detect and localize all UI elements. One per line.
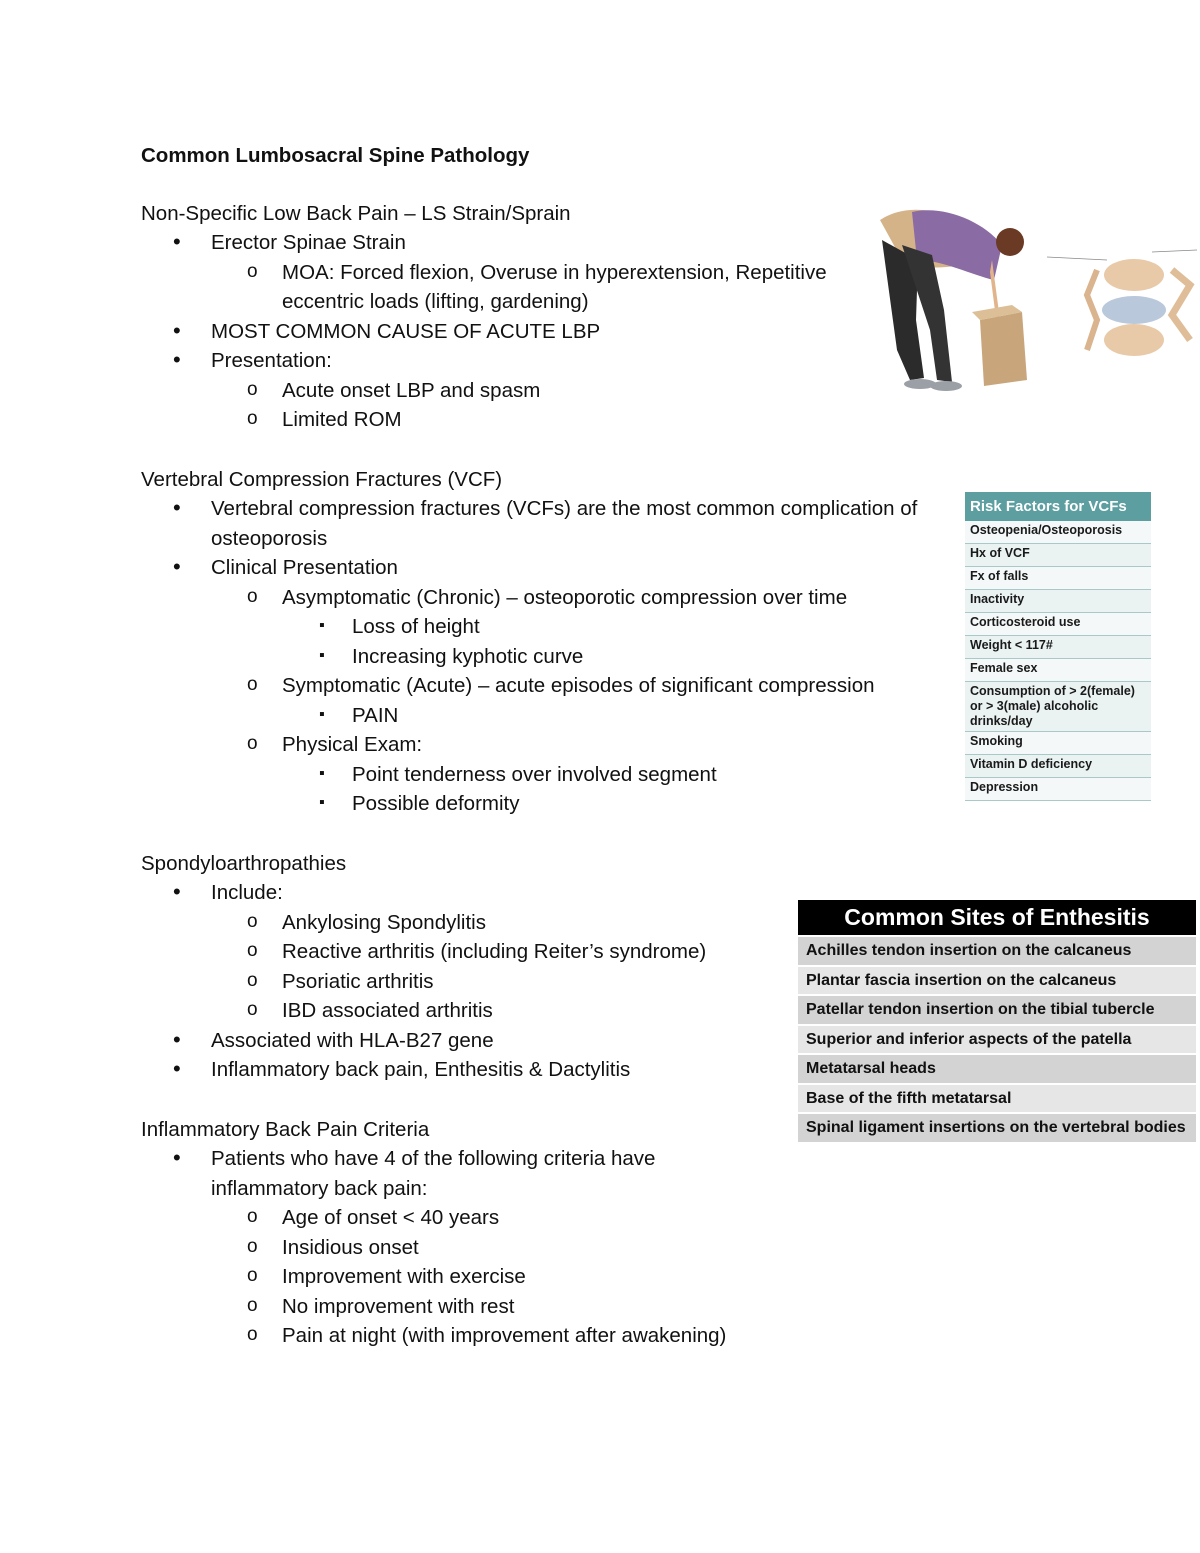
list-item: o Age of onset < 40 years: [141, 1203, 841, 1233]
list-item: o Acute onset LBP and spasm: [141, 376, 941, 406]
table-row: Metatarsal heads: [798, 1053, 1196, 1083]
list-item: • MOST COMMON CAUSE OF ACUTE LBP: [141, 317, 941, 347]
list-item: • Vertebral compression fractures (VCFs) are the most common complication of osteoporosis: [141, 494, 926, 553]
list-item: o MOA: Forced flexion, Overuse in hyperextension, Repetitive eccentric loads (lifting, gardening): [141, 258, 852, 317]
list-item: • Clinical Presentation o Asymptomatic (Chronic) – osteoporotic compression over time ▪ Loss of height ▪ Increasing kyphotic curve o Symptomatic (Acute) – acute episodes of significant compression ▪ PAIN o Physical Exam: ▪ Point tenderness over involved segment ▪ Possible deformity: [141, 553, 941, 819]
table-row: Smoking: [965, 732, 1151, 755]
table-row: Patellar tendon insertion on the tibial tubercle: [798, 994, 1196, 1024]
list-item: • Include: o Ankylosing Spondylitis o Reactive arthritis (including Reiter’s syndrome) o Psoriatic arthritis o IBD associated arthritis: [141, 878, 941, 1026]
document-body: [141, 141, 941, 1351]
table-row: Female sex: [965, 659, 1151, 682]
vcf-list: [141, 494, 941, 819]
list-item: o Reactive arthritis (including Reiter’s syndrome): [141, 937, 941, 967]
list-item: • Patients who have 4 of the following criteria have inflammatory back pain: o Age of onset < 40 years o Insidious onset o Improvement with exercise o No improvement with rest o Pain at night (with improvement after awakening): [141, 1144, 701, 1351]
lbp-heading: Non-Specific Low Back Pain – LS Strain/Sprain: [141, 201, 571, 225]
table-row: Achilles tendon insertion on the calcaneus: [798, 935, 1196, 965]
vcf-table-header: Risk Factors for VCFs: [965, 492, 1151, 521]
lbp-list: [141, 228, 941, 435]
list-item: • Associated with HLA-B27 gene: [141, 1026, 941, 1056]
enthesitis-table: [798, 900, 1196, 1142]
list-item: ▪ Point tenderness over involved segment: [141, 760, 941, 790]
list-item: • Presentation: o Acute onset LBP and spasm o Limited ROM: [141, 346, 941, 435]
table-row: Corticosteroid use: [965, 613, 1151, 636]
list-item: • Erector Spinae Strain o MOA: Forced flexion, Overuse in hyperextension, Repetitive eccentric loads (lifting, gardening): [141, 228, 941, 317]
list-item: o Physical Exam: ▪ Point tenderness over involved segment ▪ Possible deformity: [141, 730, 941, 819]
list-item: o Insidious onset: [141, 1233, 841, 1263]
table-row: Base of the fifth metatarsal: [798, 1083, 1196, 1113]
table-row: Osteopenia/Osteoporosis: [965, 521, 1151, 544]
vcf-heading: Vertebral Compression Fractures (VCF): [141, 467, 503, 491]
table-row: Hx of VCF: [965, 544, 1151, 567]
list-item: • Inflammatory back pain, Enthesitis & Dactylitis: [141, 1055, 941, 1085]
vcf-risk-table: [965, 492, 1151, 801]
ibp-heading: Inflammatory Back Pain Criteria: [141, 1117, 430, 1141]
list-item: ▪ Increasing kyphotic curve: [141, 642, 941, 672]
table-row: Plantar fascia insertion on the calcaneus: [798, 965, 1196, 995]
table-row: Consumption of > 2(female) or > 3(male) alcoholic drinks/day: [965, 682, 1151, 732]
list-item: o Limited ROM: [141, 405, 941, 435]
list-item: o Asymptomatic (Chronic) – osteoporotic compression over time ▪ Loss of height ▪ Increasing kyphotic curve: [141, 583, 941, 672]
spondylo-heading: Spondyloarthropathies: [141, 851, 347, 875]
list-item: ▪ Loss of height: [141, 612, 941, 642]
list-item: o Psoriatic arthritis: [141, 967, 941, 997]
table-row: Vitamin D deficiency: [965, 755, 1151, 778]
enthesitis-table-header: Common Sites of Enthesitis: [798, 900, 1196, 935]
table-row: Superior and inferior aspects of the patella: [798, 1024, 1196, 1054]
table-row: Weight < 117#: [965, 636, 1151, 659]
ibp-list: [141, 1144, 941, 1351]
table-row: Inactivity: [965, 590, 1151, 613]
lifting-illustration: [872, 200, 1200, 405]
list-item: o IBD associated arthritis: [141, 996, 941, 1026]
list-item: o Pain at night (with improvement after awakening): [141, 1321, 841, 1351]
list-item: o Improvement with exercise: [141, 1262, 841, 1292]
table-row: Fx of falls: [965, 567, 1151, 590]
spine-segment-icon: [1047, 250, 1197, 356]
list-item: o No improvement with rest: [141, 1292, 841, 1322]
list-item: ▪ Possible deformity: [141, 789, 941, 819]
page-title: Common Lumbosacral Spine Pathology: [141, 144, 530, 167]
table-row: Depression: [965, 778, 1151, 801]
list-item: o Symptomatic (Acute) – acute episodes of significant compression ▪ PAIN: [141, 671, 941, 730]
table-row: Spinal ligament insertions on the vertebral bodies: [798, 1112, 1196, 1142]
list-item: ▪ PAIN: [141, 701, 941, 731]
list-item: o Ankylosing Spondylitis: [141, 908, 941, 938]
